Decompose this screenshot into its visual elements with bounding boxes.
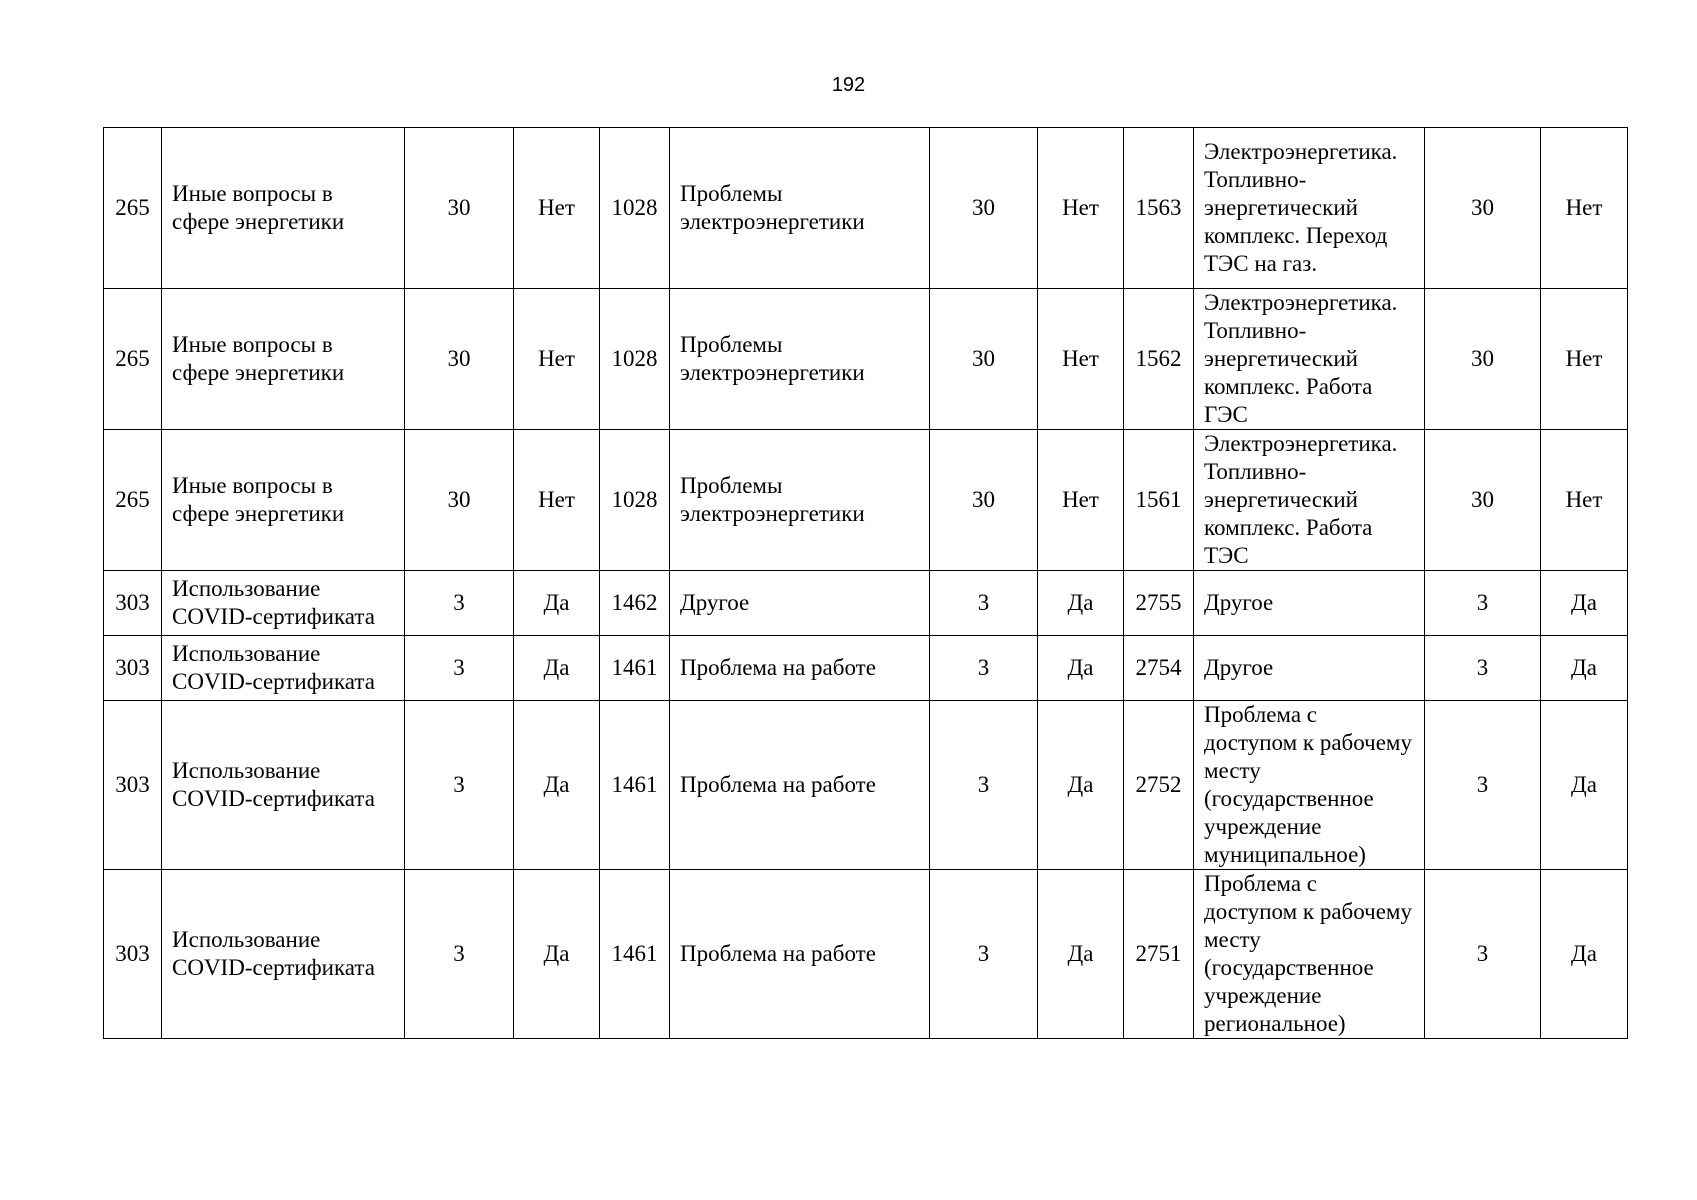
cell-code-1: 265 [104, 289, 162, 430]
cell-code-3: 2755 [1124, 571, 1194, 636]
cell-flag-2: Да [1038, 701, 1124, 870]
cell-code-1: 265 [104, 430, 162, 571]
cell-flag-3: Да [1541, 701, 1628, 870]
cell-code-2: 1028 [600, 430, 670, 571]
cell-value-1: 3 [405, 636, 514, 701]
cell-value-2: 3 [930, 571, 1038, 636]
cell-topic-2: Проблема на работе [670, 701, 930, 870]
cell-topic-3: Электроэнергетика. Топливно-энергетический комплекс. Переход ТЭС на газ. [1194, 128, 1425, 289]
cell-value-3: 3 [1425, 701, 1541, 870]
cell-code-1: 303 [104, 571, 162, 636]
table-row [104, 636, 1628, 701]
cell-code-1: 303 [104, 701, 162, 870]
cell-code-1: 303 [104, 636, 162, 701]
cell-topic-2: Проблемы электроэнергетики [670, 128, 930, 289]
cell-flag-1: Да [514, 701, 600, 870]
cell-flag-1: Нет [514, 430, 600, 571]
cell-code-2: 1461 [600, 701, 670, 870]
cell-code-2: 1461 [600, 636, 670, 701]
cell-flag-1: Да [514, 571, 600, 636]
cell-topic-3: Другое [1194, 636, 1425, 701]
cell-code-3: 1562 [1124, 289, 1194, 430]
cell-topic-1: Иные вопросы в сфере энергетики [162, 430, 405, 571]
cell-value-3: 30 [1425, 289, 1541, 430]
cell-code-2: 1028 [600, 128, 670, 289]
cell-value-2: 3 [930, 636, 1038, 701]
cell-value-3: 30 [1425, 128, 1541, 289]
cell-value-2: 30 [930, 289, 1038, 430]
cell-topic-1: Иные вопросы в сфере энергетики [162, 128, 405, 289]
table-row [104, 128, 1628, 289]
cell-value-3: 3 [1425, 571, 1541, 636]
table-row [104, 701, 1628, 870]
cell-flag-2: Да [1038, 870, 1124, 1039]
cell-code-1: 265 [104, 128, 162, 289]
cell-topic-2: Проблемы электроэнергетики [670, 430, 930, 571]
cell-value-1: 30 [405, 289, 514, 430]
cell-code-3: 2754 [1124, 636, 1194, 701]
cell-value-2: 30 [930, 128, 1038, 289]
cell-flag-1: Да [514, 636, 600, 701]
cell-flag-3: Нет [1541, 289, 1628, 430]
cell-flag-2: Нет [1038, 289, 1124, 430]
cell-flag-3: Да [1541, 870, 1628, 1039]
cell-topic-3: Проблема с доступом к рабочему месту (государственное учреждение региональное) [1194, 870, 1425, 1039]
table-row [104, 571, 1628, 636]
cell-code-2: 1461 [600, 870, 670, 1039]
cell-code-2: 1028 [600, 289, 670, 430]
cell-topic-1: Использование COVID-сертификата [162, 701, 405, 870]
cell-code-3: 1563 [1124, 128, 1194, 289]
cell-topic-3: Другое [1194, 571, 1425, 636]
cell-value-3: 3 [1425, 870, 1541, 1039]
cell-value-3: 30 [1425, 430, 1541, 571]
cell-topic-1: Использование COVID-сертификата [162, 870, 405, 1039]
cell-value-2: 3 [930, 701, 1038, 870]
cell-value-1: 3 [405, 571, 514, 636]
cell-flag-2: Да [1038, 636, 1124, 701]
cell-flag-3: Нет [1541, 128, 1628, 289]
cell-topic-1: Иные вопросы в сфере энергетики [162, 289, 405, 430]
cell-value-1: 30 [405, 128, 514, 289]
cell-flag-2: Да [1038, 571, 1124, 636]
cell-value-1: 3 [405, 701, 514, 870]
table-body [104, 128, 1628, 1039]
data-table [103, 127, 1628, 1039]
cell-topic-2: Проблема на работе [670, 870, 930, 1039]
cell-code-3: 2751 [1124, 870, 1194, 1039]
cell-flag-3: Нет [1541, 430, 1628, 571]
cell-flag-3: Да [1541, 636, 1628, 701]
cell-flag-2: Нет [1038, 128, 1124, 289]
cell-topic-1: Использование COVID-сертификата [162, 636, 405, 701]
cell-code-2: 1462 [600, 571, 670, 636]
table-row [104, 430, 1628, 571]
cell-flag-1: Нет [514, 128, 600, 289]
page-number: 192 [831, 74, 866, 96]
cell-topic-3: Электроэнергетика. Топливно-энергетический комплекс. Работа ТЭС [1194, 430, 1425, 571]
cell-code-1: 303 [104, 870, 162, 1039]
cell-topic-3: Электроэнергетика. Топливно-энергетический комплекс. Работа ГЭС [1194, 289, 1425, 430]
cell-flag-3: Да [1541, 571, 1628, 636]
cell-flag-2: Нет [1038, 430, 1124, 571]
cell-code-3: 1561 [1124, 430, 1194, 571]
cell-code-3: 2752 [1124, 701, 1194, 870]
cell-topic-2: Проблема на работе [670, 636, 930, 701]
cell-flag-1: Да [514, 870, 600, 1039]
cell-value-2: 30 [930, 430, 1038, 571]
cell-topic-2: Другое [670, 571, 930, 636]
table-row [104, 289, 1628, 430]
cell-value-3: 3 [1425, 636, 1541, 701]
cell-value-1: 30 [405, 430, 514, 571]
table-row [104, 870, 1628, 1039]
cell-flag-1: Нет [514, 289, 600, 430]
cell-topic-2: Проблемы электроэнергетики [670, 289, 930, 430]
cell-value-2: 3 [930, 870, 1038, 1039]
cell-value-1: 3 [405, 870, 514, 1039]
cell-topic-1: Использование COVID-сертификата [162, 571, 405, 636]
cell-topic-3: Проблема с доступом к рабочему месту (государственное учреждение муниципальное) [1194, 701, 1425, 870]
